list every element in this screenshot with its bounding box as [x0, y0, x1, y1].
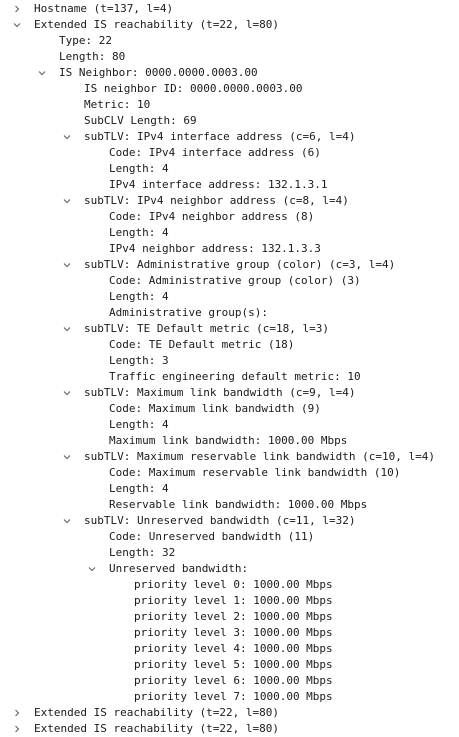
tree-row-code-ipv4-interface-address-6[interactable] [0, 145, 459, 161]
tree-row-label: IPv4 interface address: 132.1.3.1 [109, 178, 328, 191]
chevron-right-icon[interactable] [11, 705, 23, 721]
tree-row-is-neighbor-0000-0000-0003-00[interactable] [0, 65, 459, 81]
tree-row-label: IPv4 neighbor address: 132.1.3.3 [109, 242, 321, 255]
tree-row-code-administrative-group-color-3[interactable] [0, 273, 459, 289]
tree-row-subtlv-ipv4-neighbor-address-c-8-l-4[interactable] [0, 193, 459, 209]
tree-row-label: Extended IS reachability (t=22, l=80) [34, 18, 280, 31]
tree-row-label: priority level 0: 1000.00 Mbps [134, 578, 333, 591]
tree-row-label: subTLV: IPv4 interface address (c=6, l=4) [84, 130, 356, 143]
tree-row-label: subTLV: Unreserved bandwidth (c=11, l=32) [84, 514, 356, 527]
tree-row-reservable-link-bandwidth-1000-00-mbps[interactable] [0, 497, 459, 513]
tree-row-priority-level-1-1000-00-mbps[interactable] [0, 593, 459, 609]
chevron-right-icon[interactable] [11, 721, 23, 737]
tree-row-label: Length: 4 [109, 226, 169, 239]
tree-row-administrative-group-s[interactable] [0, 305, 459, 321]
tree-row-label: Length: 80 [59, 50, 126, 63]
tree-row-subclv-length-69[interactable] [0, 113, 459, 129]
tree-row-extended-is-reachability-t-22-l-80[interactable] [0, 721, 459, 737]
tree-row-label: Type: 22 [59, 34, 112, 47]
tree-row-label: Length: 4 [109, 290, 169, 303]
tree-row-label: subTLV: Maximum link bandwidth (c=9, l=4) [84, 386, 356, 399]
tree-row-label: subTLV: Maximum reservable link bandwidth (c=10, l=4) [84, 450, 435, 463]
chevron-down-icon[interactable] [61, 321, 73, 337]
tree-row-type-22[interactable] [0, 33, 459, 49]
tree-row-label: Extended IS reachability (t=22, l=80) [34, 722, 280, 735]
tree-row-label: Length: 4 [109, 418, 169, 431]
tree-row-label: Hostname (t=137, l=4) [34, 2, 174, 15]
tree-row-label: SubCLV Length: 69 [84, 114, 197, 127]
tree-row-priority-level-2-1000-00-mbps[interactable] [0, 609, 459, 625]
tree-row-priority-level-5-1000-00-mbps[interactable] [0, 657, 459, 673]
chevron-down-icon[interactable] [61, 193, 73, 209]
tree-row-hostname-t-137-l-4[interactable] [0, 1, 459, 17]
tree-row-priority-level-0-1000-00-mbps[interactable] [0, 577, 459, 593]
chevron-down-icon[interactable] [11, 17, 23, 33]
tree-row-label: Code: TE Default metric (18) [109, 338, 295, 351]
tree-row-label: Code: Unreserved bandwidth (11) [109, 530, 315, 543]
tree-row-label: Code: IPv4 interface address (6) [109, 146, 321, 159]
tree-row-subtlv-unreserved-bandwidth-c-11-l-32[interactable] [0, 513, 459, 529]
tree-row-subtlv-maximum-link-bandwidth-c-9-l-4[interactable] [0, 385, 459, 401]
tree-row-label: subTLV: IPv4 neighbor address (c=8, l=4) [84, 194, 349, 207]
tree-row-metric-10[interactable] [0, 97, 459, 113]
tree-row-unreserved-bandwidth[interactable] [0, 561, 459, 577]
tree-row-subtlv-te-default-metric-c-18-l-3[interactable] [0, 321, 459, 337]
tree-row-label: priority level 2: 1000.00 Mbps [134, 610, 333, 623]
tree-row-length-4[interactable] [0, 289, 459, 305]
tree-row-label: subTLV: TE Default metric (c=18, l=3) [84, 322, 330, 335]
tree-row-label: Length: 4 [109, 162, 169, 175]
tree-row-length-4[interactable] [0, 225, 459, 241]
tree-row-label: priority level 6: 1000.00 Mbps [134, 674, 333, 687]
tree-row-priority-level-4-1000-00-mbps[interactable] [0, 641, 459, 657]
tree-row-ipv4-interface-address-132-1-3-1[interactable] [0, 177, 459, 193]
tree-row-priority-level-7-1000-00-mbps[interactable] [0, 689, 459, 705]
tree-row-code-unreserved-bandwidth-11[interactable] [0, 529, 459, 545]
chevron-down-icon[interactable] [61, 129, 73, 145]
tree-row-subtlv-ipv4-interface-address-c-6-l-4[interactable] [0, 129, 459, 145]
tree-row-is-neighbor-id-0000-0000-0003-00[interactable] [0, 81, 459, 97]
chevron-down-icon[interactable] [86, 561, 98, 577]
tree-row-label: IS neighbor ID: 0000.0000.0003.00 [84, 82, 303, 95]
tree-row-length-4[interactable] [0, 161, 459, 177]
tree-row-length-80[interactable] [0, 49, 459, 65]
tree-row-code-ipv4-neighbor-address-8[interactable] [0, 209, 459, 225]
tree-row-label: Length: 32 [109, 546, 176, 559]
tree-row-label: priority level 3: 1000.00 Mbps [134, 626, 333, 639]
chevron-down-icon[interactable] [61, 257, 73, 273]
tree-row-label: Code: Maximum reservable link bandwidth (10) [109, 466, 401, 479]
tree-row-label: Unreserved bandwidth: [109, 562, 249, 575]
chevron-down-icon[interactable] [36, 65, 48, 81]
tree-row-label: priority level 7: 1000.00 Mbps [134, 690, 333, 703]
tree-row-label: IS Neighbor: 0000.0000.0003.00 [59, 66, 258, 79]
tree-row-traffic-engineering-default-metric-10[interactable] [0, 369, 459, 385]
tree-row-maximum-link-bandwidth-1000-00-mbps[interactable] [0, 433, 459, 449]
tree-row-label: Maximum link bandwidth: 1000.00 Mbps [109, 434, 348, 447]
tree-row-label: Code: Maximum link bandwidth (9) [109, 402, 321, 415]
chevron-down-icon[interactable] [61, 513, 73, 529]
tree-row-subtlv-administrative-group-color-c-3-l-4[interactable] [0, 257, 459, 273]
tree-row-priority-level-3-1000-00-mbps[interactable] [0, 625, 459, 641]
tree-row-label: Length: 3 [109, 354, 169, 367]
tree-row-length-4[interactable] [0, 417, 459, 433]
tree-row-label: subTLV: Administrative group (color) (c=3, l=4) [84, 258, 396, 271]
tree-row-priority-level-6-1000-00-mbps[interactable] [0, 673, 459, 689]
tree-row-code-te-default-metric-18[interactable] [0, 337, 459, 353]
tree-row-length-32[interactable] [0, 545, 459, 561]
tree-row-code-maximum-reservable-link-bandwidth-10[interactable] [0, 465, 459, 481]
tree-row-label: Administrative group(s): [109, 306, 268, 319]
tree-row-label: Reservable link bandwidth: 1000.00 Mbps [109, 498, 368, 511]
tree-row-extended-is-reachability-t-22-l-80[interactable] [0, 17, 459, 33]
tree-row-label: Extended IS reachability (t=22, l=80) [34, 706, 280, 719]
chevron-right-icon[interactable] [11, 1, 23, 17]
tree-row-length-3[interactable] [0, 353, 459, 369]
chevron-down-icon[interactable] [61, 385, 73, 401]
tree-row-length-4[interactable] [0, 481, 459, 497]
tree-row-label: Traffic engineering default metric: 10 [109, 370, 361, 383]
tree-row-label: priority level 4: 1000.00 Mbps [134, 642, 333, 655]
tree-row-label: Length: 4 [109, 482, 169, 495]
tree-row-code-maximum-link-bandwidth-9[interactable] [0, 401, 459, 417]
tree-row-label: Code: Administrative group (color) (3) [109, 274, 361, 287]
tree-row-extended-is-reachability-t-22-l-80[interactable] [0, 705, 459, 721]
tree-row-label: Metric: 10 [84, 98, 151, 111]
chevron-down-icon[interactable] [61, 449, 73, 465]
tree-row-label: priority level 1: 1000.00 Mbps [134, 594, 333, 607]
tree-row-label: priority level 5: 1000.00 Mbps [134, 658, 333, 671]
tree-row-ipv4-neighbor-address-132-1-3-3[interactable] [0, 241, 459, 257]
tree-row-label: Code: IPv4 neighbor address (8) [109, 210, 315, 223]
tree-row-subtlv-maximum-reservable-link-bandwidth-c-10-l-[interactable] [0, 449, 459, 465]
